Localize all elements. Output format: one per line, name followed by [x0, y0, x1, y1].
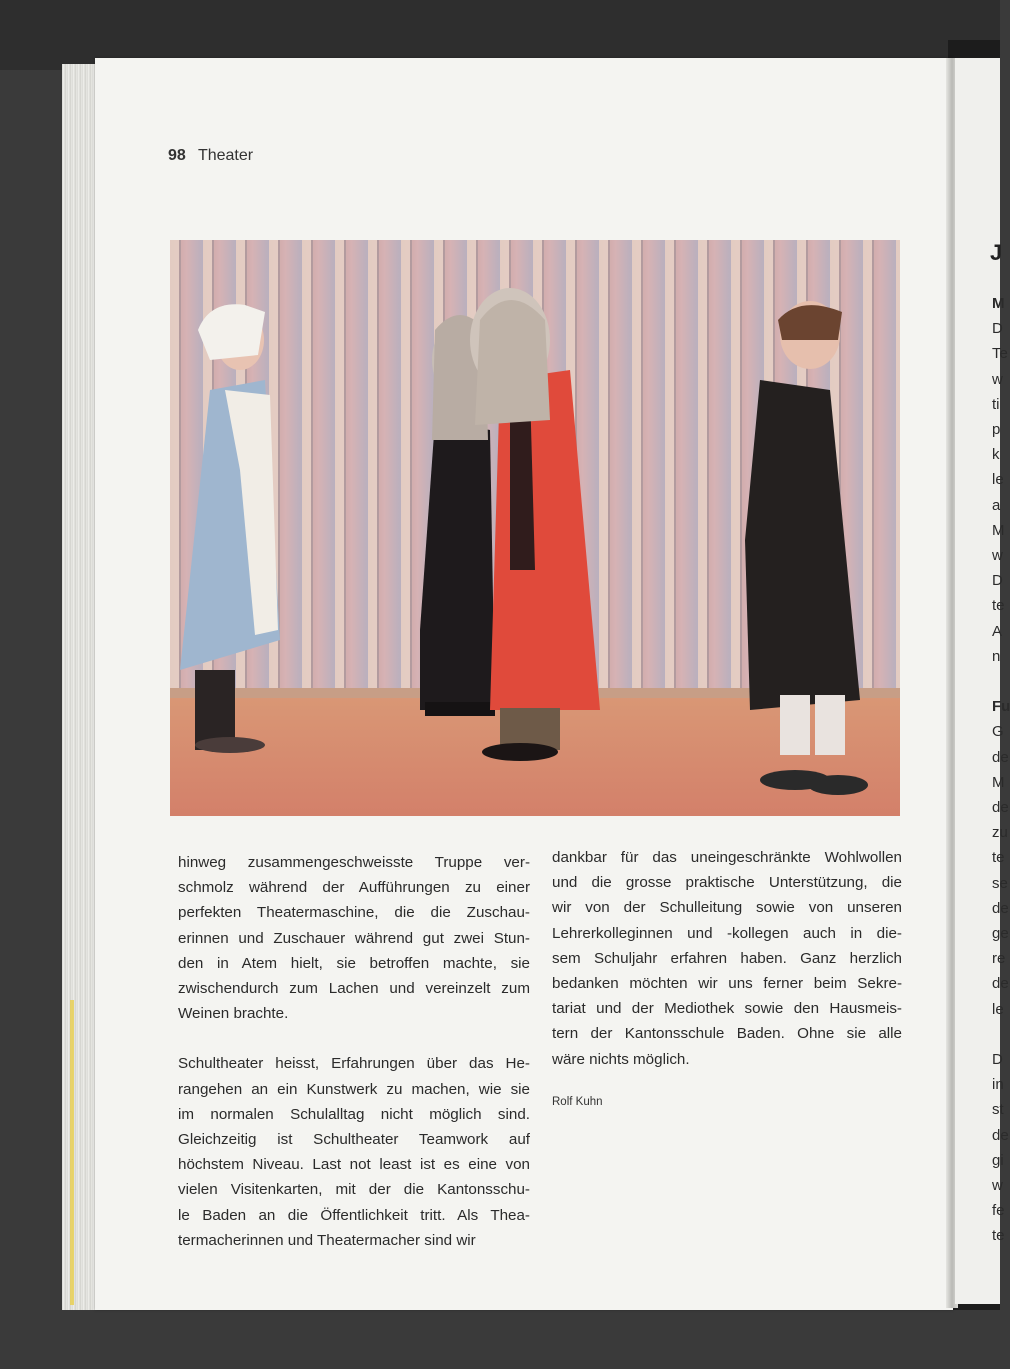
next-page-fragment: w: [992, 1177, 1003, 1194]
next-page-fragment: fe: [992, 1202, 1005, 1220]
next-page-fragment: de: [992, 799, 1009, 816]
paragraph: [178, 850, 530, 1026]
next-page-fragment: te: [992, 1227, 1005, 1245]
next-page-fragment: de: [992, 975, 1009, 993]
next-page-fragment: k: [992, 446, 1000, 464]
paragraph: [178, 1051, 530, 1253]
next-page-fragment: D: [992, 1051, 1003, 1068]
next-page-fragment: de: [992, 899, 1009, 917]
text-line: Weinen brachte.: [178, 1005, 289, 1023]
page-number: 98: [168, 147, 186, 164]
text-column-right: [552, 845, 902, 1115]
next-page-fragment: M: [992, 295, 1005, 312]
next-page-fragment: Te: [992, 345, 1008, 363]
section-title: Theater: [197, 147, 254, 164]
text-line: termacherinnen und Theatermacher sind wir: [178, 1231, 476, 1249]
text-column-left: [178, 850, 530, 1253]
next-page-fragment: in: [992, 1076, 1004, 1094]
next-page-fragment: M: [992, 773, 1005, 791]
next-page-fragment: n: [992, 647, 1001, 665]
next-page-fragment: D: [992, 320, 1003, 338]
text-line: bedanken möchten wir uns ferner beim Sekre-: [552, 975, 902, 993]
next-page-fragment: M: [992, 521, 1005, 539]
next-page-fragment: Fu: [992, 698, 1010, 716]
theater-scene-illustration: [170, 240, 900, 816]
text-line: wir von der Schulleitung sowie von unseren: [552, 899, 902, 917]
theater-photo: [170, 240, 900, 816]
next-page-fragment: re: [992, 950, 1006, 968]
next-page-fragment: de: [992, 748, 1009, 766]
author-credit: Rolf Kuhn: [552, 1095, 603, 1108]
next-page-fragment: ge: [992, 925, 1009, 942]
text-line: im normalen Schulalltag nicht möglich sind.: [178, 1105, 530, 1123]
next-page-fragment: le: [992, 1000, 1004, 1018]
book-edge-marker: [70, 1000, 74, 1305]
next-page-fragment: gi: [992, 1151, 1004, 1169]
text-line: perfekten Theatermaschine, die die Zuschau-: [178, 904, 530, 922]
next-page-fragment: a: [992, 496, 1001, 514]
text-line: tern der Kantonsschule Baden. Ohne sie alle: [552, 1025, 902, 1043]
text-line: le Baden an die Öffentlichkeit tritt. Als Thea-: [178, 1206, 530, 1224]
book-page-edges: [62, 64, 98, 1310]
text-line: rangehen an ein Kunstwerk zu machen, wie sie: [178, 1080, 530, 1098]
next-page-fragment: G: [992, 723, 1004, 741]
text-line: den in Atem hielt, sie betroffen machte, sie: [178, 954, 530, 972]
next-page-fragment: zu: [992, 824, 1008, 842]
next-page-fragment: le: [992, 471, 1004, 489]
text-line: erinnen und Zuschauer während gut zwei Stun-: [178, 929, 530, 947]
text-line: Schultheater heisst, Erfahrungen über das He-: [178, 1055, 530, 1073]
text-line: zwischendurch zum Lachen und vereinzelt zum: [178, 980, 530, 998]
next-page-fragment: A: [992, 622, 1003, 640]
text-line: tariat und der Mediothek sowie den Hausmeis-: [552, 1000, 902, 1018]
next-page-fragment: te: [992, 597, 1005, 615]
text-line: sem Schuljahr erfahren haben. Ganz herzlich: [552, 949, 902, 967]
next-page-fragment: te: [992, 849, 1005, 867]
next-page-fragment: D: [992, 572, 1003, 590]
next-page-fragment: se: [992, 874, 1008, 892]
next-page-title: J: [990, 240, 1003, 265]
next-page-fragment: p: [992, 421, 1001, 438]
next-page-fragment: ti: [992, 395, 1000, 413]
text-line: Lehrerkolleginnen und -kollegen auch in die-: [552, 924, 902, 942]
next-page-fragment: de: [992, 1126, 1009, 1144]
next-page-fragment: st: [992, 1101, 1004, 1119]
next-page-fragment: w: [992, 547, 1003, 564]
text-line: vielen Visitenkarten, mit der die Kantonsschu-: [178, 1181, 530, 1199]
text-line: dankbar für das uneingeschränkte Wohlwollen: [552, 849, 902, 866]
text-line: und die grosse praktische Unterstützung, die: [552, 874, 902, 892]
page-header: [168, 147, 253, 165]
next-page-fragment: w: [992, 370, 1003, 388]
text-line: Gleichzeitig ist Schultheater Teamwork auf: [178, 1131, 530, 1149]
text-line: wäre nichts möglich.: [552, 1050, 690, 1068]
text-line: hinweg zusammengeschweisste Truppe ver-: [178, 854, 530, 871]
paragraph: [552, 845, 902, 1072]
text-line: schmolz während der Aufführungen zu einer: [178, 879, 530, 897]
text-line: höchstem Niveau. Last not least ist es eine von: [178, 1156, 530, 1174]
